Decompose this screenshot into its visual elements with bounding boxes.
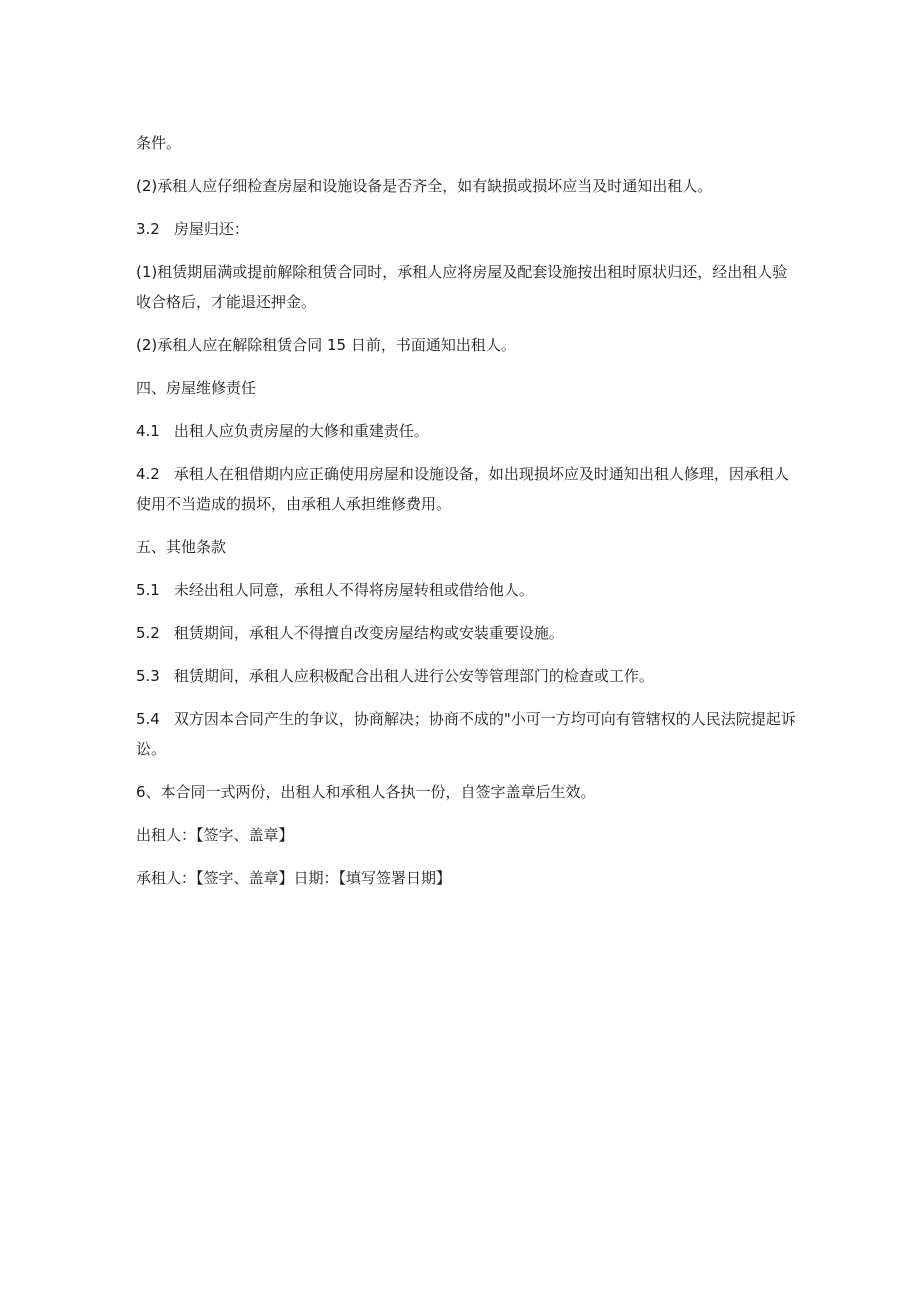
paragraph-return-2 <box>136 330 796 360</box>
paragraph-text: (2)承租人应仔细检查房屋和设施设备是否齐全，如有缺损或损坏应当及时通知出租人。 <box>136 177 713 195</box>
paragraph-conditions-tail <box>136 128 796 158</box>
clause-number: 5.1 <box>136 581 160 599</box>
paragraph-text: 6、本合同一式两份，出租人和承租人各执一份，自签字盖章后生效。 <box>136 783 596 801</box>
lessee-signature-text: 承租人：【签字、盖章】日期：【填写签署日期】 <box>136 869 452 887</box>
clause-4-1 <box>136 416 796 446</box>
clause-number: 3.2 <box>136 220 160 238</box>
clause-4-2 <box>136 459 796 519</box>
section-3-2-heading <box>136 214 796 244</box>
paragraph-text: 房屋归还： <box>173 220 249 238</box>
paragraph-text: 租赁期间，承租人应积极配合出租人进行公安等管理部门的检查或工作。 <box>173 667 654 685</box>
clause-number: 4.1 <box>136 422 160 440</box>
clause-5-1 <box>136 575 796 605</box>
clause-5-3 <box>136 661 796 691</box>
paragraph-text: 承租人在租借期内应正确使用房屋和设施设备，如出现损坏应及时通知出租人修理，因承租人使用不当造成的损坏，由承租人承担维修费用。 <box>136 465 789 513</box>
document-page <box>136 128 796 906</box>
lessee-signature-line <box>136 863 796 893</box>
paragraph-text: 出租人应负责房屋的大修和重建责任。 <box>173 422 429 440</box>
clause-5-4 <box>136 704 796 764</box>
clause-number: 5.2 <box>136 624 160 642</box>
paragraph-text: 双方因本合同产生的争议，协商解决；协商不成的"小可一方均可向有管辖权的人民法院提起诉讼。 <box>136 710 796 758</box>
paragraph-text: (1)租赁期届满或提前解除租赁合同时，承租人应将房屋及配套设施按出租时原状归还，经出租人验收合格后，才能退还押金。 <box>136 263 788 311</box>
paragraph-text: (2)承租人应在解除租赁合同 15 日前，书面通知出租人。 <box>136 336 516 354</box>
lessor-signature-text: 出租人：【签字、盖章】 <box>136 826 294 844</box>
section-heading-text: 五、其他条款 <box>136 538 227 556</box>
section-5-heading <box>136 532 796 562</box>
paragraph-text: 条件。 <box>136 134 182 152</box>
section-heading-text: 四、房屋维修责任 <box>136 379 257 397</box>
paragraph-text: 未经出租人同意，承租人不得将房屋转租或借给他人。 <box>173 581 534 599</box>
clause-number: 5.3 <box>136 667 160 685</box>
paragraph-text: 租赁期间，承租人不得擅自改变房屋结构或安装重要设施。 <box>173 624 564 642</box>
clause-6 <box>136 777 796 807</box>
lessor-signature-line <box>136 820 796 850</box>
section-4-heading <box>136 373 796 403</box>
clause-number: 4.2 <box>136 465 160 483</box>
paragraph-inspection <box>136 171 796 201</box>
clause-number: 5.4 <box>136 710 160 728</box>
clause-5-2 <box>136 618 796 648</box>
paragraph-return-1 <box>136 257 796 317</box>
